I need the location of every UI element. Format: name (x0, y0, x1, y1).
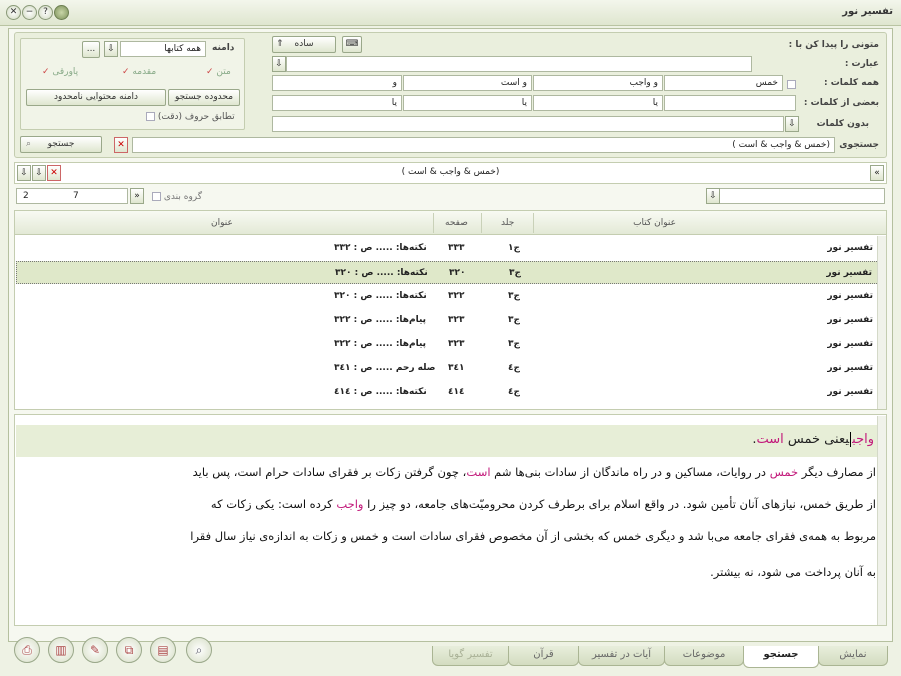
table-row[interactable] (16, 357, 879, 380)
grouping-select[interactable] (706, 188, 885, 204)
cell-volume: ج٣ (508, 315, 520, 325)
cell-page: ٣٤١ (448, 363, 465, 373)
search-mode-button[interactable] (272, 36, 336, 53)
title-bar (0, 0, 901, 26)
search-button[interactable] (20, 136, 102, 153)
grouping-dropdown-icon[interactable]: ⇩ (706, 188, 720, 204)
scope-label: دامنه (212, 43, 235, 53)
pager[interactable] (16, 188, 128, 204)
help-icon[interactable]: ? (38, 5, 53, 20)
without-words-dropdown-icon[interactable]: ⇩ (785, 116, 799, 132)
header-divider (481, 213, 482, 233)
query-label: جستجوى (839, 140, 879, 150)
heading-word-3: است (756, 432, 784, 447)
text-view (14, 414, 887, 626)
check-mark-icon: ✓ (42, 67, 50, 77)
phrase-label: عبارت : (844, 59, 879, 69)
cell-volume: ج١ (508, 243, 520, 253)
phrase-dropdown-icon[interactable]: ⇩ (272, 56, 286, 72)
cell-page: ٣٢٣ (448, 339, 465, 349)
grouping-label: گروه بندى (163, 192, 203, 202)
some-words-input-1[interactable] (664, 95, 796, 111)
query-input[interactable]: (خمس & واجب & است ) (132, 137, 835, 153)
cell-title: نكته‌ها: ..... ص : ٣٣٢ (334, 243, 427, 253)
cell-volume: ج٣ (508, 339, 520, 349)
text-span: در روايات، مساكين و در راه ماندگان از سادات بنى‌ها شم (490, 465, 770, 479)
unlimited-scope-button[interactable]: دامنه محتوايى نامحدود (26, 89, 166, 106)
option-text-checkbox[interactable] (206, 67, 231, 77)
check-mark-icon: ✓ (206, 67, 214, 77)
grouping-row (14, 186, 887, 208)
text-span: كرده است: يكى زكات كه (210, 497, 337, 511)
heading-word-4: . (752, 432, 757, 447)
cell-book: تفسير نور (826, 268, 872, 278)
text-line-1 (193, 465, 876, 479)
minimize-icon[interactable]: − (22, 5, 37, 20)
scope-select[interactable]: همه كتابها (120, 41, 206, 57)
table-row[interactable] (16, 285, 879, 308)
pager-more-icon[interactable]: » (130, 188, 144, 204)
query-bar (14, 162, 887, 184)
all-words-checkbox[interactable] (787, 80, 796, 89)
header-divider (433, 213, 434, 233)
all-words-input-3[interactable]: و است (403, 75, 532, 91)
text-scrollbar[interactable] (877, 416, 886, 625)
search-section-title: متونى را پيدا كن با : (788, 40, 879, 50)
text-span: ، چون گرفتن زكات بر فقراى سادات حرام است، پس بايد (192, 465, 467, 479)
page-total: 7 (73, 191, 79, 201)
header-page[interactable]: صفحه (445, 218, 468, 228)
query-bar-prev-icon[interactable]: ⇩ (17, 165, 31, 181)
option-footnote-checkbox[interactable] (42, 67, 78, 77)
note-icon[interactable]: ▤ (150, 637, 176, 663)
all-words-label: همه كلمات : (824, 78, 879, 88)
highlight-span: است (466, 465, 491, 479)
header-divider (533, 213, 534, 233)
text-span: از مصارف ديگر (798, 465, 876, 479)
tab-topics[interactable]: موضوعات (664, 646, 744, 666)
exact-match-label: تطابق حروف (دقت) (157, 112, 235, 122)
cell-page: ٣٣٣ (448, 243, 465, 253)
heading-word-1: واجب (852, 432, 874, 447)
option-intro-checkbox[interactable] (122, 67, 156, 77)
table-row[interactable] (16, 309, 879, 332)
cell-book: تفسير نور (827, 291, 873, 301)
cell-page: ٣٢٢ (448, 291, 465, 301)
cell-volume: ج٤ (508, 387, 520, 397)
expand-up-icon: ⇑ (276, 39, 284, 49)
edit-icon[interactable]: ✎ (82, 637, 108, 663)
highlight-span: واجب (336, 497, 364, 511)
cell-book: تفسير نور (827, 387, 873, 397)
cell-volume: ج٣ (509, 268, 521, 278)
query-bar-text: (خمس & واجب & است ) (401, 167, 500, 177)
app-logo-icon (54, 5, 69, 20)
cell-book: تفسير نور (827, 315, 873, 325)
zoom-icon[interactable]: ⌕ (186, 637, 212, 663)
tab-quran[interactable]: قرآن (508, 646, 579, 666)
cell-page: ٣٢٠ (449, 268, 466, 278)
table-row[interactable] (16, 333, 879, 356)
cell-title: نكته‌ها: ..... ص : ٣٢٠ (334, 291, 427, 301)
query-bar-collapse-icon[interactable]: « (870, 165, 884, 181)
without-words-input[interactable] (272, 116, 784, 132)
tab-verses-in-tafsir[interactable]: آيات در تفسير (578, 646, 665, 666)
exact-match-box (146, 112, 155, 121)
option-text-label: متن (216, 67, 231, 77)
phrase-input[interactable] (286, 56, 752, 72)
grouping-box (152, 192, 161, 201)
copy-icon[interactable]: ⧉ (116, 637, 142, 663)
search-mode-label: ساده (294, 39, 314, 49)
some-words-label: بعضى از كلمات : (803, 98, 879, 108)
search-range-button[interactable]: محدوده جستجو (168, 89, 240, 106)
some-words-input-3[interactable]: يا (403, 95, 532, 111)
table-row[interactable] (16, 237, 879, 260)
query-bar-close-icon[interactable]: ✕ (47, 165, 61, 181)
heading-word-2: يعنى خمس (787, 432, 850, 447)
table-row[interactable] (16, 381, 879, 404)
query-bar-down-icon[interactable]: ⇩ (32, 165, 46, 181)
cell-title: نكته‌ها: ..... ص : ٤١٤ (334, 387, 427, 397)
text-line-3: مربوط به همه‌ى فقراى جامعه مى‌با شد و ديگرى خمس كه بخشى از آن مخصوص فقراى سادات است و خمس و زكات به اندازه‌ى نياز سال فقرا (190, 529, 876, 543)
results-scrollbar[interactable] (877, 236, 886, 409)
cell-page: ٤١٤ (448, 387, 465, 397)
header-title[interactable]: عنوان (211, 218, 233, 228)
tab-audio-tafsir[interactable]: تفسير گويا (432, 646, 509, 666)
grouping-checkbox[interactable] (152, 192, 202, 202)
tab-display[interactable]: نمايش (818, 646, 888, 666)
print-icon[interactable]: ⎙ (14, 637, 40, 663)
check-mark-icon: ✓ (122, 67, 130, 77)
text-heading (16, 425, 880, 457)
text-line-4: به آنان پرداخت مى شود، نه بيشتر. (710, 565, 876, 579)
cell-title: صله رحم ..... ص : ٣٤١ (334, 363, 436, 373)
header-book-title[interactable]: عنوان كتاب (633, 218, 676, 228)
all-words-input-2[interactable]: و واجب (533, 75, 663, 91)
some-words-input-4[interactable]: يا (272, 95, 402, 111)
keyboard-icon[interactable]: ⌨ (342, 36, 362, 53)
without-words-label: بدون كلمات (816, 119, 869, 129)
results-header (15, 211, 886, 235)
magnifier-icon: ⌕ (26, 139, 32, 149)
tab-search[interactable]: جستجو (743, 646, 819, 668)
all-words-input-4[interactable]: و (272, 75, 402, 91)
table-row[interactable] (16, 261, 879, 284)
search-button-label: جستجو (47, 139, 75, 149)
cell-title: نكته‌ها: ..... ص : ٣٢٠ (335, 268, 428, 278)
cell-book: تفسير نور (827, 363, 873, 373)
cell-title: پيام‌ها: ..... ص : ٣٢٢ (334, 315, 427, 325)
option-footnote-label: پاورقى (52, 67, 79, 77)
scope-dropdown-icon[interactable]: ⇩ (104, 41, 118, 57)
highlight-span: خمس (769, 465, 799, 479)
cell-page: ٣٢٣ (448, 315, 465, 325)
text-line-2 (211, 497, 876, 511)
close-icon[interactable]: ✕ (6, 5, 21, 20)
clear-query-icon[interactable]: ✕ (114, 137, 128, 153)
window-title: تفسير نور (842, 6, 893, 17)
cell-volume: ج٣ (508, 291, 520, 301)
all-words-input-1[interactable]: خمس (664, 75, 783, 91)
results-table (14, 210, 887, 410)
header-volume[interactable]: جلد (501, 218, 515, 228)
cell-volume: ج٤ (508, 363, 520, 373)
books-icon[interactable]: ▥ (48, 637, 74, 663)
exact-match-checkbox[interactable] (146, 112, 235, 122)
cell-title: پيام‌ها: ..... ص : ٣٢٢ (334, 339, 427, 349)
option-intro-label: مقدمه (132, 67, 157, 77)
cell-book: تفسير نور (827, 243, 873, 253)
some-words-input-2[interactable]: يا (533, 95, 663, 111)
page-current: 2 (23, 191, 29, 201)
text-span: از طريق خمس، نيازهاى آنان تأمين شود. در واقع اسلام براى برطرف كردن محروميّت‌هاى جامعه، دو چيز را (363, 497, 876, 511)
scope-more-button[interactable]: ... (82, 41, 100, 58)
cell-book: تفسير نور (827, 339, 873, 349)
